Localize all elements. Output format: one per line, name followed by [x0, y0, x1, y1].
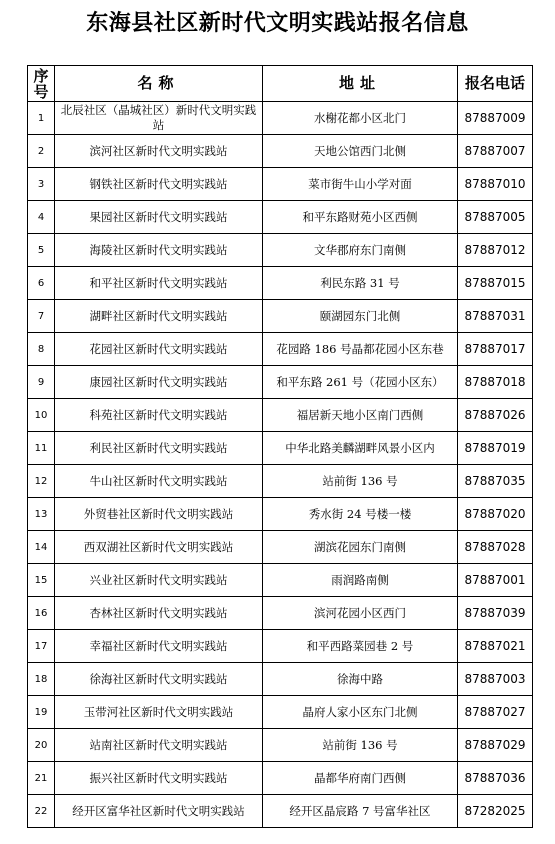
cell-address: 秀水街 24 号楼一楼: [263, 498, 458, 531]
cell-name: 站南社区新时代文明实践站: [55, 729, 263, 762]
cell-phone: 87887009: [458, 102, 533, 135]
cell-phone: 87887031: [458, 300, 533, 333]
cell-address: 和平东路财苑小区西侧: [263, 201, 458, 234]
cell-phone: 87887036: [458, 762, 533, 795]
cell-address: 雨润路南侧: [263, 564, 458, 597]
cell-index: 16: [28, 597, 55, 630]
table-row: [28, 762, 533, 795]
cell-address: 福居新天地小区南门西侧: [263, 399, 458, 432]
cell-index: 12: [28, 465, 55, 498]
cell-address: 晶都华府南门西侧: [263, 762, 458, 795]
cell-address: 利民东路 31 号: [263, 267, 458, 300]
cell-address: 水榭花都小区北门: [263, 102, 458, 135]
cell-name: 利民社区新时代文明实践站: [55, 432, 263, 465]
cell-name: 康园社区新时代文明实践站: [55, 366, 263, 399]
table-row: [28, 432, 533, 465]
cell-index: 17: [28, 630, 55, 663]
cell-address: 菜市街牛山小学对面: [263, 168, 458, 201]
cell-index: 5: [28, 234, 55, 267]
cell-phone: 87887005: [458, 201, 533, 234]
table-row: [28, 696, 533, 729]
registration-table: [27, 65, 533, 828]
cell-phone: 87887015: [458, 267, 533, 300]
cell-phone: 87282025: [458, 795, 533, 828]
cell-name: 海陵社区新时代文明实践站: [55, 234, 263, 267]
table-row: [28, 366, 533, 399]
cell-index: 1: [28, 102, 55, 135]
table-row: [28, 498, 533, 531]
table-row: [28, 663, 533, 696]
table-row: [28, 465, 533, 498]
cell-index: 20: [28, 729, 55, 762]
cell-address: 站前街 136 号: [263, 465, 458, 498]
cell-name: 玉带河社区新时代文明实践站: [55, 696, 263, 729]
cell-name: 兴业社区新时代文明实践站: [55, 564, 263, 597]
table-row: [28, 399, 533, 432]
cell-phone: 87887035: [458, 465, 533, 498]
cell-index: 14: [28, 531, 55, 564]
cell-index: 22: [28, 795, 55, 828]
cell-phone: 87887021: [458, 630, 533, 663]
cell-phone: 87887019: [458, 432, 533, 465]
cell-phone: 87887010: [458, 168, 533, 201]
cell-phone: 87887029: [458, 729, 533, 762]
table-row: [28, 729, 533, 762]
header-index-line2: 号: [33, 82, 49, 101]
cell-address: 花园路 186 号晶都花园小区东巷: [263, 333, 458, 366]
table-row: [28, 795, 533, 828]
table-row: [28, 135, 533, 168]
cell-phone: 87887028: [458, 531, 533, 564]
cell-phone: 87887007: [458, 135, 533, 168]
cell-index: 9: [28, 366, 55, 399]
cell-phone: 87887003: [458, 663, 533, 696]
cell-name: 和平社区新时代文明实践站: [55, 267, 263, 300]
cell-name: 西双湖社区新时代文明实践站: [55, 531, 263, 564]
cell-index: 10: [28, 399, 55, 432]
cell-address: 晶府人家小区东门北侧: [263, 696, 458, 729]
cell-index: 7: [28, 300, 55, 333]
table-row: [28, 630, 533, 663]
cell-name: 牛山社区新时代文明实践站: [55, 465, 263, 498]
header-address: 地址: [263, 66, 458, 102]
header-index: [28, 66, 55, 102]
cell-index: 3: [28, 168, 55, 201]
cell-index: 21: [28, 762, 55, 795]
cell-address: 滨河花园小区西门: [263, 597, 458, 630]
cell-address: 徐海中路: [263, 663, 458, 696]
cell-index: 2: [28, 135, 55, 168]
cell-name: 钢铁社区新时代文明实践站: [55, 168, 263, 201]
table-row: [28, 267, 533, 300]
page-title: 东海县社区新时代文明实践站报名信息: [86, 11, 469, 36]
table-row: [28, 333, 533, 366]
table-row: [28, 300, 533, 333]
cell-phone: 87887020: [458, 498, 533, 531]
cell-address: 和平西路菜园巷 2 号: [263, 630, 458, 663]
cell-name: 振兴社区新时代文明实践站: [55, 762, 263, 795]
cell-name: 湖畔社区新时代文明实践站: [55, 300, 263, 333]
cell-index: 6: [28, 267, 55, 300]
cell-index: 11: [28, 432, 55, 465]
table-header-row: [28, 66, 533, 102]
cell-index: 18: [28, 663, 55, 696]
header-index-line1: 序: [33, 66, 49, 85]
cell-address: 天地公馆西门北侧: [263, 135, 458, 168]
cell-name: 徐海社区新时代文明实践站: [55, 663, 263, 696]
cell-name: 果园社区新时代文明实践站: [55, 201, 263, 234]
cell-index: 13: [28, 498, 55, 531]
cell-address: 中华北路美麟湖畔风景小区内: [263, 432, 458, 465]
table-row: [28, 201, 533, 234]
cell-phone: 87887027: [458, 696, 533, 729]
header-phone: 报名电话: [458, 66, 533, 102]
cell-name: 经开区富华社区新时代文明实践站: [55, 795, 263, 828]
table-row: [28, 564, 533, 597]
cell-name: 科苑社区新时代文明实践站: [55, 399, 263, 432]
cell-address: 湖滨花园东门南侧: [263, 531, 458, 564]
cell-address: 和平东路 261 号（花园小区东）: [263, 366, 458, 399]
cell-name: 花园社区新时代文明实践站: [55, 333, 263, 366]
cell-name: 滨河社区新时代文明实践站: [55, 135, 263, 168]
cell-index: 19: [28, 696, 55, 729]
cell-address: 经开区晶宸路 7 号富华社区: [263, 795, 458, 828]
cell-name: 杏林社区新时代文明实践站: [55, 597, 263, 630]
table-row: [28, 531, 533, 564]
cell-phone: 87887026: [458, 399, 533, 432]
header-name: 名称: [55, 66, 263, 102]
cell-name: 北辰社区（晶城社区）新时代文明实践站: [55, 102, 263, 135]
cell-phone: 87887012: [458, 234, 533, 267]
cell-index: 15: [28, 564, 55, 597]
cell-phone: 87887017: [458, 333, 533, 366]
cell-address: 站前街 136 号: [263, 729, 458, 762]
table-row: [28, 234, 533, 267]
table-row: [28, 168, 533, 201]
cell-phone: 87887018: [458, 366, 533, 399]
cell-name: 幸福社区新时代文明实践站: [55, 630, 263, 663]
cell-phone: 87887039: [458, 597, 533, 630]
cell-address: 文华郡府东门南侧: [263, 234, 458, 267]
table-row: [28, 597, 533, 630]
cell-phone: 87887001: [458, 564, 533, 597]
cell-index: 4: [28, 201, 55, 234]
cell-address: 颐湖园东门北侧: [263, 300, 458, 333]
cell-index: 8: [28, 333, 55, 366]
table-body: [28, 102, 533, 828]
cell-name: 外贸巷社区新时代文明实践站: [55, 498, 263, 531]
table-row: [28, 102, 533, 135]
